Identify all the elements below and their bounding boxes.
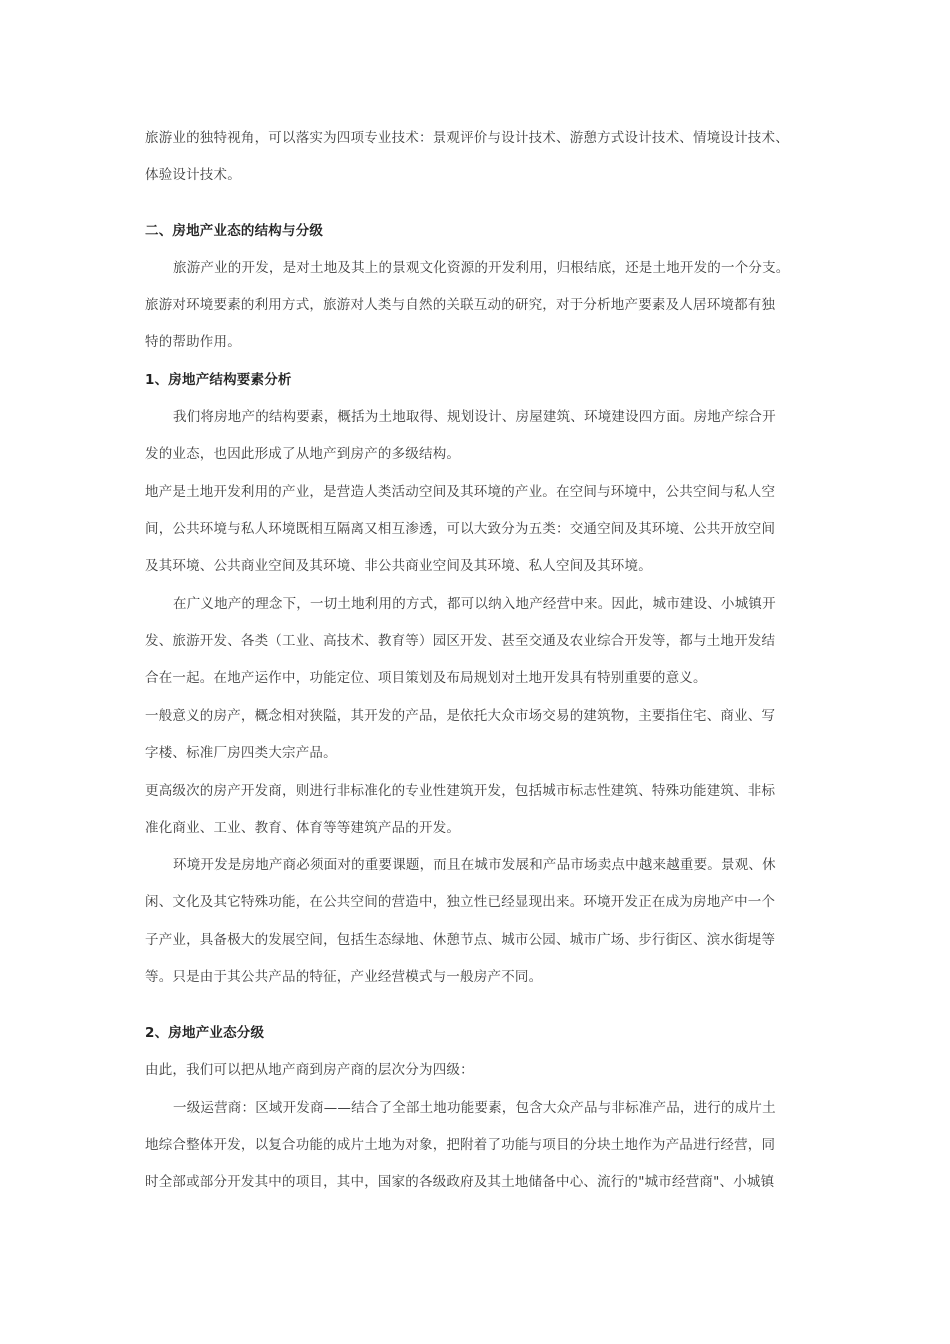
paragraph-line: 时全部或部分开发其中的项目，其中，国家的各级政府及其土地储备中心、流行的"城市经营商"、小城镇 (145, 1174, 775, 1190)
paragraph-line: 间，公共环境与私人环境既相互隔离又相互渗透，可以大致分为五类：交通空间及其环境、公共开放空间 (145, 521, 776, 537)
paragraph-line: 由此，我们可以把从地产商到房产商的层次分为四级： (145, 1062, 474, 1078)
paragraph-line: 子产业，具备极大的发展空间，包括生态绿地、休憩节点、城市公园、城市广场、步行街区、滨水街堤等 (145, 932, 776, 948)
paragraph-line: 一般意义的房产，概念相对狭隘，其开发的产品，是依托大众市场交易的建筑物，主要指住宅、商业、写 (145, 708, 776, 724)
paragraph-line: 合在一起。在地产运作中，功能定位、项目策划及布局规划对土地开发具有特别重要的意义。 (145, 670, 707, 686)
paragraph-line: 一级运营商：区域开发商——结合了全部土地功能要素，包含大众产品与非标准产品，进行的成片土 (173, 1100, 776, 1116)
paragraph-line: 发的业态，也因此形成了从地产到房产的多级结构。 (145, 446, 461, 462)
subsection-2-heading: 2、房地产业态分级 (145, 1025, 265, 1041)
paragraph-line: 字楼、标准厂房四类大宗产品。 (145, 745, 337, 761)
paragraph-line: 我们将房地产的结构要素，概括为土地取得、规划设计、房屋建筑、环境建设四方面。房地产综合开 (173, 409, 776, 425)
paragraph-line: 等。只是由于其公共产品的特征，产业经营模式与一般房产不同。 (145, 969, 543, 985)
paragraph-line: 旅游对环境要素的利用方式，旅游对人类与自然的关联互动的研究，对于分析地产要素及人居环境都有独 (145, 297, 776, 313)
paragraph-line: 更高级次的房产开发商，则进行非标准化的专业性建筑开发，包括城市标志性建筑、特殊功能建筑、非标 (145, 783, 776, 799)
subsection-1-heading: 1、房地产结构要素分析 (145, 372, 292, 388)
intro-line-1: 旅游业的独特视角，可以落实为四项专业技术：景观评价与设计技术、游憩方式设计技术、情境设计技术、 (145, 130, 789, 146)
paragraph-line: 闲、文化及其它特殊功能，在公共空间的营造中，独立性已经显现出来。环境开发正在成为房地产中一个 (145, 894, 776, 910)
section-2-heading: 二、房地产业态的结构与分级 (145, 223, 324, 239)
paragraph-line: 地综合整体开发，以复合功能的成片土地为对象，把附着了功能与项目的分块土地作为产品进行经营，同 (145, 1137, 776, 1153)
paragraph-line: 旅游产业的开发，是对土地及其上的景观文化资源的开发利用，归根结底，还是土地开发的一个分支。 (173, 260, 790, 276)
paragraph-line: 准化商业、工业、教育、体育等等建筑产品的开发。 (145, 820, 461, 836)
paragraph-line: 发、旅游开发、各类（工业、高技术、教育等）园区开发、甚至交通及农业综合开发等，都与土地开发结 (145, 633, 776, 649)
paragraph-line: 及其环境、公共商业空间及其环境、非公共商业空间及其环境、私人空间及其环境。 (145, 558, 652, 574)
intro-line-2: 体验设计技术。 (145, 167, 241, 183)
paragraph-line: 地产是土地开发利用的产业，是营造人类活动空间及其环境的产业。在空间与环境中，公共空间与私人空 (145, 484, 776, 500)
paragraph-line: 特的帮助作用。 (145, 334, 241, 350)
paragraph-line: 在广义地产的理念下，一切土地利用的方式，都可以纳入地产经营中来。因此，城市建设、小城镇开 (173, 596, 776, 612)
paragraph-line: 环境开发是房地产商必须面对的重要课题，而且在城市发展和产品市场卖点中越来越重要。景观、休 (173, 857, 776, 873)
